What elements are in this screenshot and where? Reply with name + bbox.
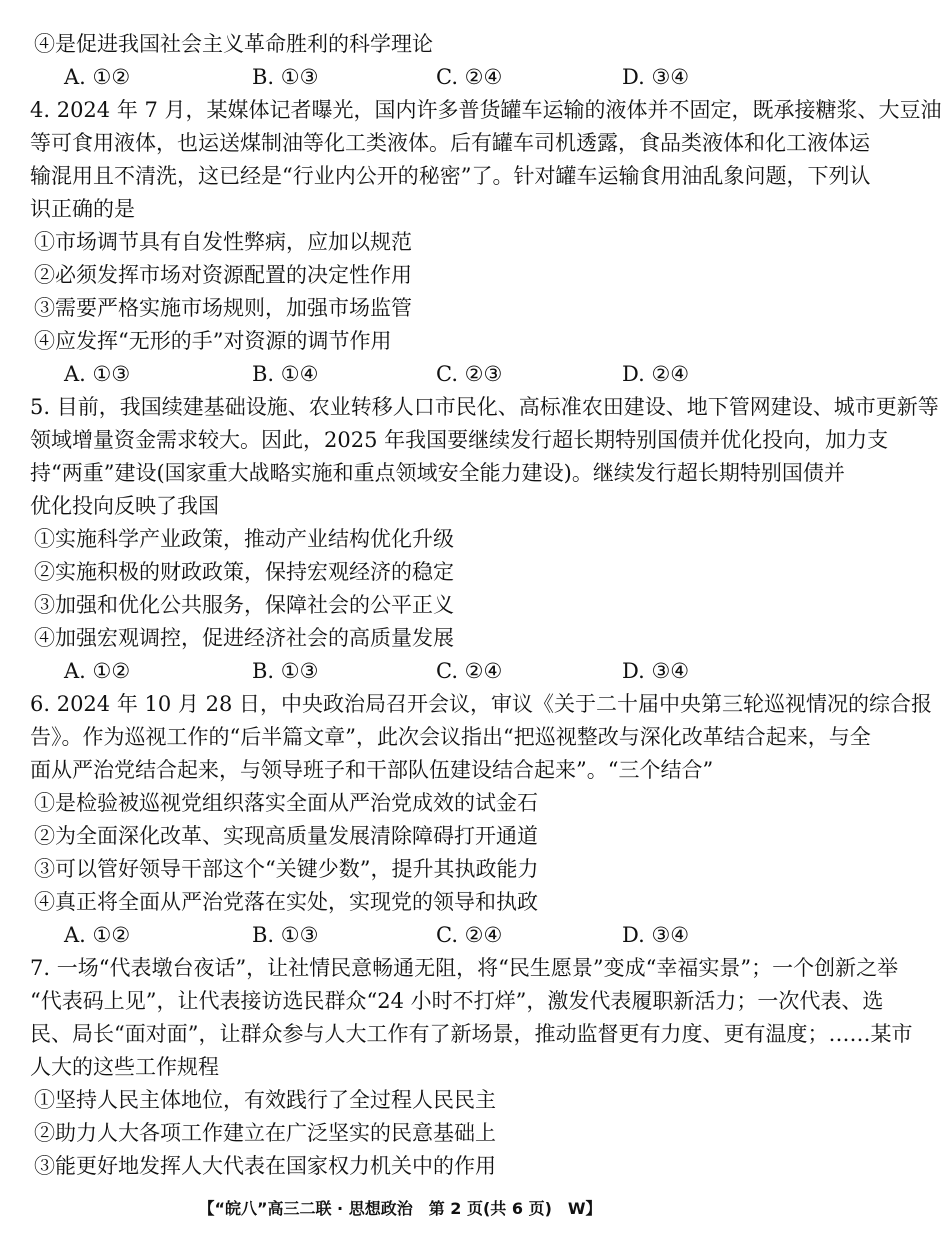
q4-option-1: ①市场调节具有自发性弊病，应加以规范 xyxy=(34,230,412,254)
q4-choices xyxy=(30,358,778,391)
q4-choice-d: D. ②④ xyxy=(622,362,690,386)
q7-option-2: ②助力人大各项工作建立在广泛坚实的民意基础上 xyxy=(34,1121,496,1145)
page-footer: 【“皖八”高三二联 · 思想政治 第 2 页(共 6 页) W】 xyxy=(198,1199,602,1218)
q5-option-3: ③加强和优化公共服务，保障社会的公平正义 xyxy=(34,593,454,617)
q3-choice-b: B. ①③ xyxy=(252,65,319,89)
q6-choices xyxy=(30,919,778,952)
q4-stem-line-3: 输混用且不清洗，这已经是“行业内公开的秘密”了。针对罐车运输食用油乱象问题，下列认 xyxy=(30,164,871,188)
q6-stem-line-3: 面从严治党结合起来，与领导班子和干部队伍建设结合起来”。“三个结合” xyxy=(30,758,714,782)
exam-content xyxy=(30,28,942,1183)
q4-stem-line-4: 识正确的是 xyxy=(30,197,135,221)
q4-option-3: ③需要严格实施市场规则，加强市场监管 xyxy=(34,296,412,320)
q6-option-4: ④真正将全面从严治党落在实处，实现党的领导和执政 xyxy=(34,890,538,914)
q5-stem-line-3: 持“两重”建设(国家重大战略实施和重点领域安全能力建设)。继续发行超长期特别国债并 xyxy=(30,461,845,485)
q6-stem-line-2: 告》。作为巡视工作的“后半篇文章”，此次会议指出“把巡视整改与深化改革结合起来，与全 xyxy=(30,725,871,749)
q7-option-3: ③能更好地发挥人大代表在国家权力机关中的作用 xyxy=(34,1154,496,1178)
q3-choice-a: A. ①② xyxy=(64,65,131,89)
q4-choice-a: A. ①③ xyxy=(64,362,131,386)
q3-choice-c: C. ②④ xyxy=(436,65,503,89)
q5-stem-line-4: 优化投向反映了我国 xyxy=(30,494,219,518)
q6-option-3: ③可以管好领导干部这个“关键少数”，提升其执政能力 xyxy=(34,857,539,881)
q4-choice-b: B. ①④ xyxy=(252,362,319,386)
q5-choice-c: C. ②④ xyxy=(436,659,503,683)
q6-option-1: ①是检验被巡视党组织落实全面从严治党成效的试金石 xyxy=(34,791,538,815)
q4-choice-c: C. ②③ xyxy=(436,362,503,386)
q5-option-1: ①实施科学产业政策，推动产业结构优化升级 xyxy=(34,527,454,551)
q5-stem-line-1: 5. 目前，我国续建基础设施、农业转移人口市民化、高标准农田建设、地下管网建设、城市更新等 xyxy=(30,395,939,419)
q5-choice-b: B. ①③ xyxy=(252,659,319,683)
q7-stem-line-3: 民、局长“面对面”，让群众参与人大工作有了新场景，推动监督更有力度、更有温度；……某市 xyxy=(30,1022,913,1046)
q6-choice-d: D. ③④ xyxy=(622,923,690,947)
q6-option-2: ②为全面深化改革、实现高质量发展清除障碍打开通道 xyxy=(34,824,538,848)
q5-stem-line-2: 领域增量资金需求较大。因此，2025 年我国要继续发行超长期特别国债并优化投向，加力支 xyxy=(30,428,889,452)
q7-stem-line-2: “代表码上见”，让代表接访选民群众“24 小时不打烊”，激发代表履职新活力；一次代表、选 xyxy=(30,989,884,1013)
q6-choice-b: B. ①③ xyxy=(252,923,319,947)
q4-stem-line-2: 等可食用液体，也运送煤制油等化工类液体。后有罐车司机透露，食品类液体和化工液体运 xyxy=(30,131,870,155)
q3-choices xyxy=(30,61,778,94)
q6-choice-a: A. ①② xyxy=(64,923,131,947)
q5-choices xyxy=(30,655,778,688)
q4-stem-line-1: 4. 2024 年 7 月，某媒体记者曝光，国内许多普货罐车运输的液体并不固定，既承接糖浆、大豆油 xyxy=(30,98,942,122)
q7-stem-line-4: 人大的这些工作规程 xyxy=(30,1055,219,1079)
q6-choice-c: C. ②④ xyxy=(436,923,503,947)
q7-stem-line-1: 7. 一场“代表墩台夜话”，让社情民意畅通无阻，将“民生愿景”变成“幸福实景”；一个创新之举 xyxy=(30,956,899,980)
q5-choice-a: A. ①② xyxy=(64,659,131,683)
q3-choice-d: D. ③④ xyxy=(622,65,690,89)
q5-option-4: ④加强宏观调控，促进经济社会的高质量发展 xyxy=(34,626,454,650)
q5-choice-d: D. ③④ xyxy=(622,659,690,683)
q5-option-2: ②实施积极的财政政策，保持宏观经济的稳定 xyxy=(34,560,454,584)
q4-option-4: ④应发挥“无形的手”对资源的调节作用 xyxy=(34,329,392,353)
q7-option-1: ①坚持人民主体地位，有效践行了全过程人民民主 xyxy=(34,1088,496,1112)
q4-option-2: ②必须发挥市场对资源配置的决定性作用 xyxy=(34,263,412,287)
q3-option-4: ④是促进我国社会主义革命胜利的科学理论 xyxy=(34,32,433,56)
q6-stem-line-1: 6. 2024 年 10 月 28 日，中央政治局召开会议，审议《关于二十届中央第三轮巡视情况的综合报 xyxy=(30,692,932,716)
